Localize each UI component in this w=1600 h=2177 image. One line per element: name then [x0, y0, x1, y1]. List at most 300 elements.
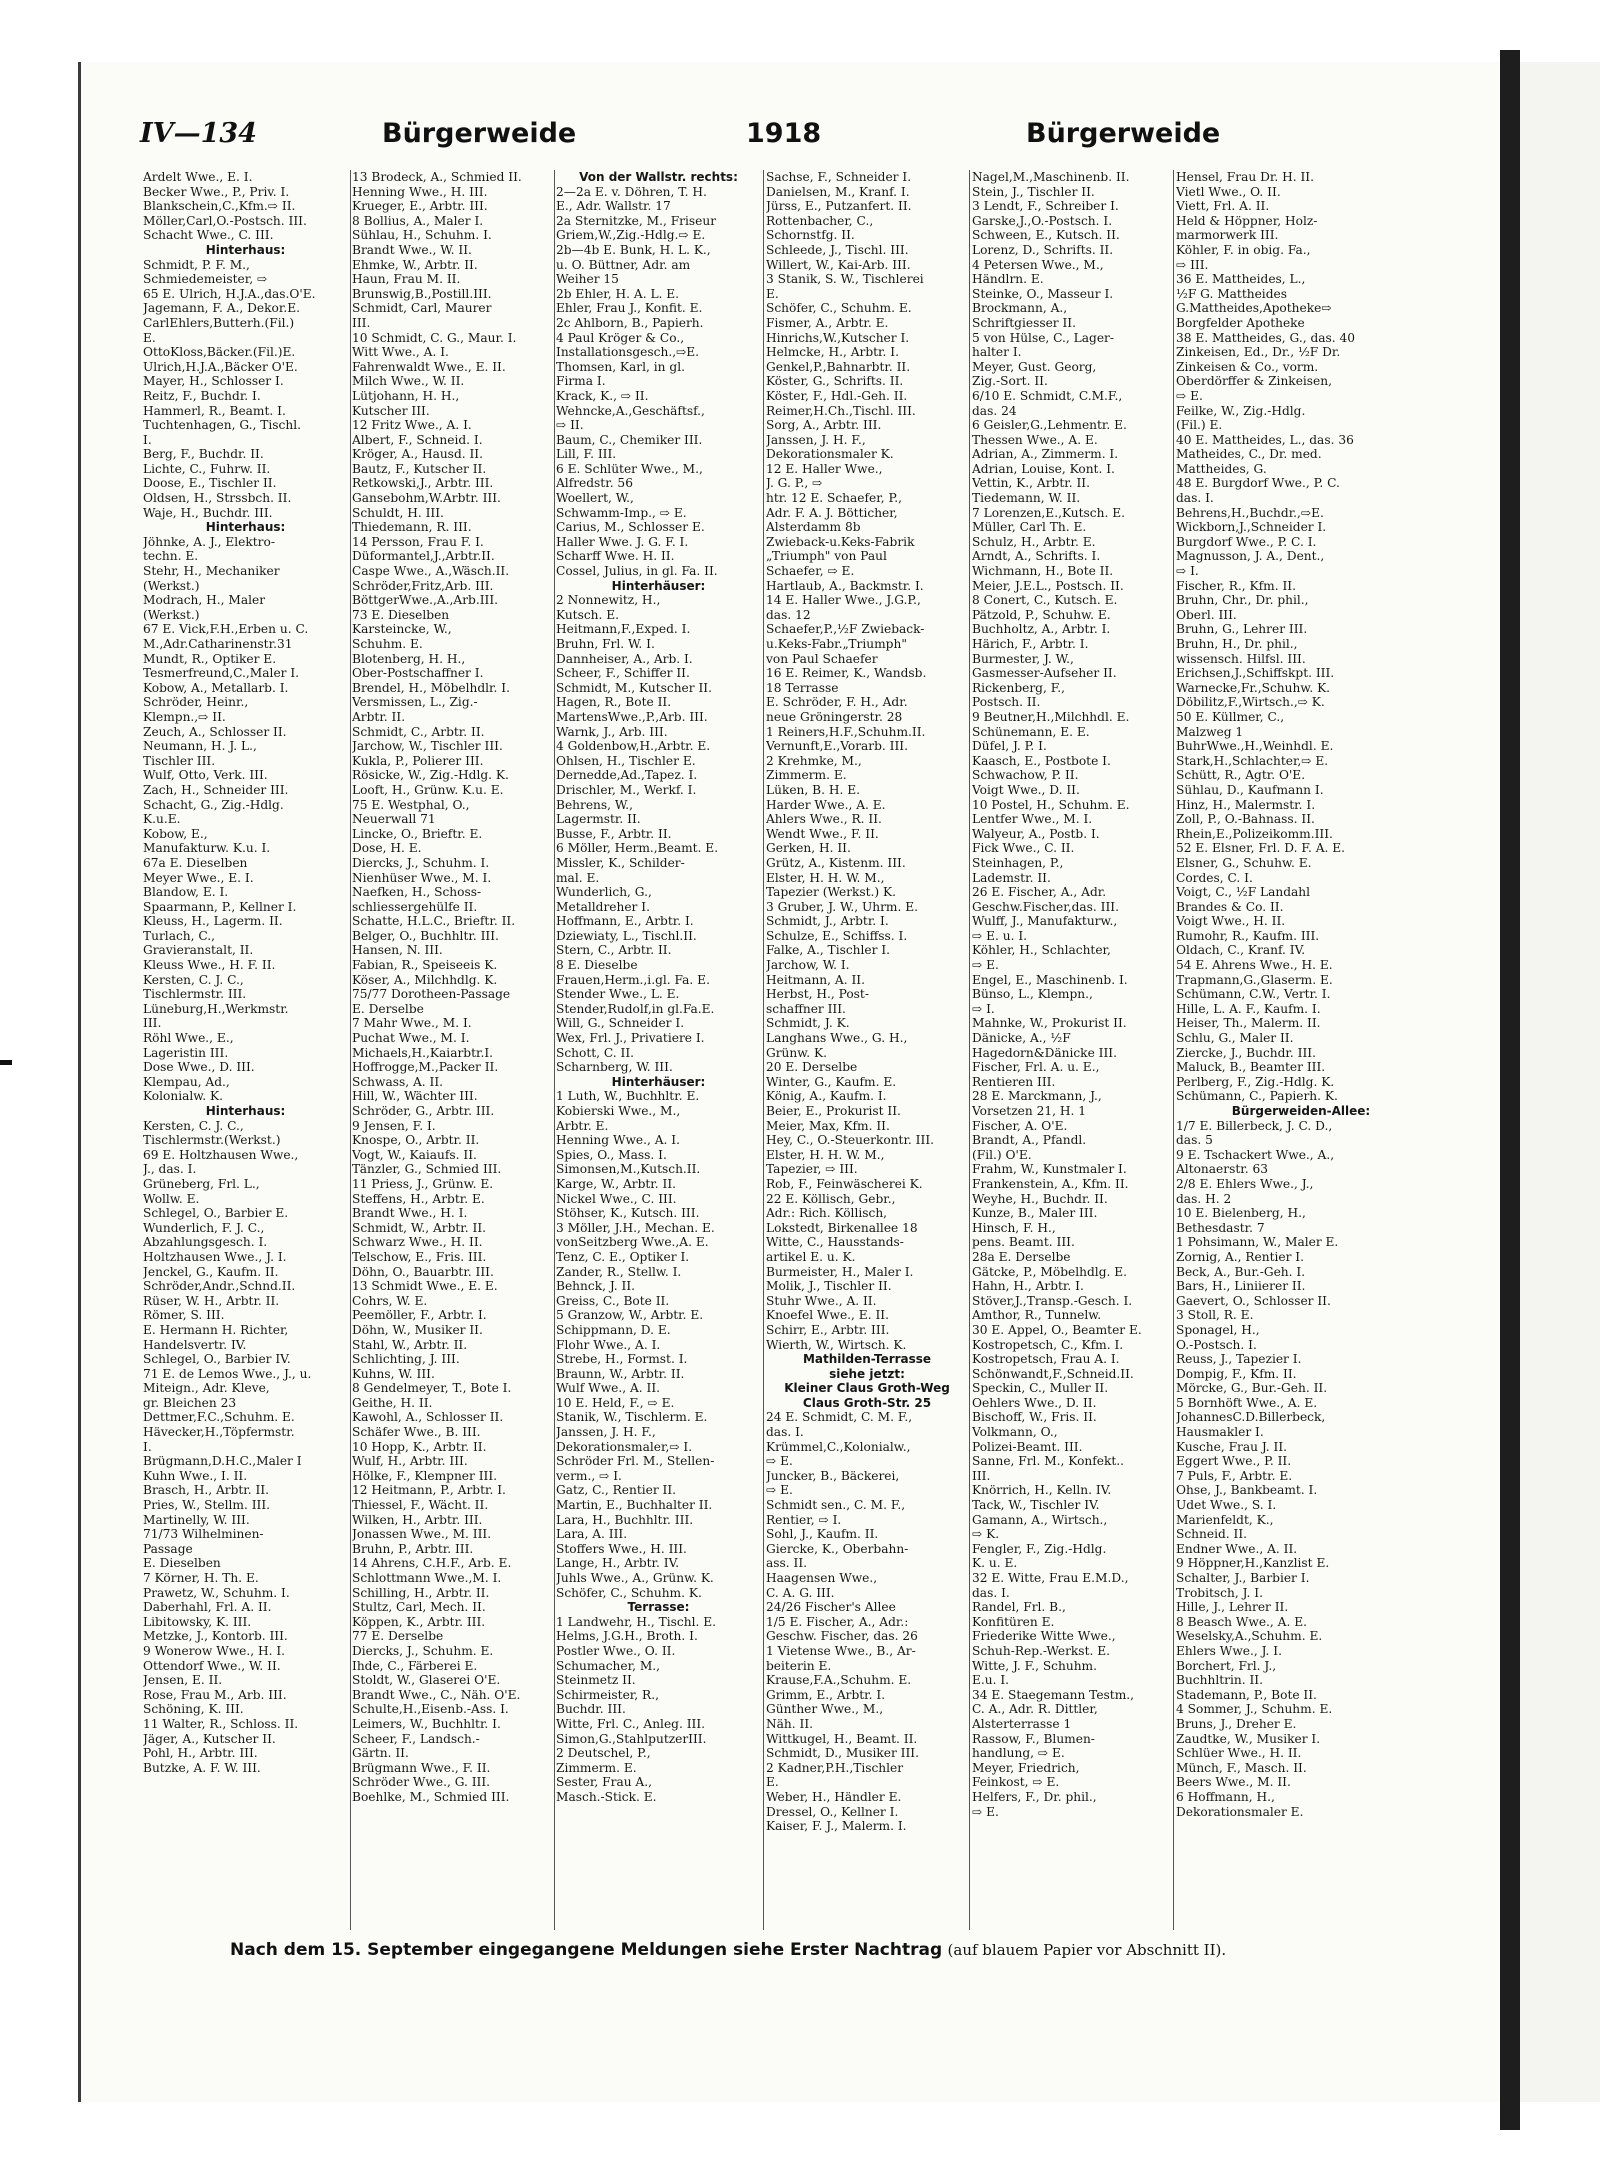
directory-entry-line: htr. 12 E. Schaefer, P., — [766, 491, 902, 506]
directory-entry-line: Will, G., Schneider I. — [556, 1016, 685, 1031]
directory-entry-line: Stöver,J.,Transp.-Gesch. I. — [972, 1293, 1133, 1308]
directory-entry-line: Heitmann, A. II. — [766, 972, 865, 987]
directory-entry-line: Herbst, H., Post- — [766, 987, 869, 1002]
directory-entry-line: Schornstfg. II. — [766, 228, 855, 243]
directory-entry-line: 9 Jensen, F. I. — [352, 1118, 436, 1133]
directory-entry-line: Zig.-Sort. II. — [972, 374, 1048, 389]
directory-entry-line: Becker Wwe., P., Priv. I. — [143, 184, 290, 199]
directory-entry-line: Wex, Frl. J., Privatiere I. — [556, 1031, 705, 1046]
directory-entry-line: Tesmerfreund,C.,Maler I. — [143, 666, 300, 681]
directory-entry-line: Missler, K., Schilder- — [556, 855, 685, 870]
directory-entry-line: Mahnke, W., Prokurist II. — [972, 1016, 1127, 1031]
directory-entry-line: Flohr Wwe., A. I. — [556, 1337, 661, 1352]
directory-entry-line: Janssen, J. H. F., — [766, 432, 866, 447]
directory-entry-line: Wilken, H., Arbtr. III. — [352, 1512, 483, 1527]
directory-entry-line: Miteign., Adr. Kleve, — [143, 1381, 270, 1396]
directory-entry-line: Sester, Frau A., — [556, 1775, 652, 1790]
directory-entry-line: Trobitsch, J. I. — [1176, 1585, 1263, 1600]
directory-entry-line: verm., ⇨ I. — [556, 1468, 622, 1483]
directory-entry-line: Jensen, E. II. — [143, 1673, 223, 1688]
directory-entry-line: ⇨ K. — [972, 1527, 1000, 1542]
directory-entry-line: Knospe, O., Arbtr. II. — [352, 1133, 480, 1148]
directory-entry-line: Tenz, C. E., Optiker I. — [556, 1249, 690, 1264]
directory-entry-line: Voigt Wwe., D. II. — [972, 782, 1080, 797]
directory-entry-line: beiterin E. — [766, 1658, 832, 1673]
directory-entry-line: Lademstr. II. — [972, 870, 1051, 885]
directory-entry-line: Wulf Wwe., A. II. — [556, 1381, 661, 1396]
directory-entry-line: 28 E. Marckmann, J., — [972, 1089, 1102, 1104]
directory-entry-line: Schmidt, D., Musiker III. — [766, 1746, 919, 1761]
directory-entry-line: 1 Landwehr, H., Tischl. E. — [556, 1614, 716, 1629]
directory-entry-line: 12 Heitmann, P., Arbtr. I. — [352, 1483, 506, 1498]
directory-entry-line: C. A. G. III. — [766, 1585, 835, 1600]
directory-entry-line: 10 Hopp, K., Arbtr. II. — [352, 1439, 487, 1454]
directory-entry-line: Kuhn Wwe., I. II. — [143, 1468, 248, 1483]
directory-entry-line: Scharff Wwe. H. II. — [556, 549, 675, 564]
directory-entry-line: Kaiser, F. J., Malerm. I. — [766, 1819, 907, 1834]
directory-entry-line: Heitmann,F.,Exped. I. — [556, 622, 691, 637]
directory-entry-line: ⇨ II. — [556, 418, 584, 433]
directory-entry-line: Schulz, H., Arbtr. E. — [972, 534, 1096, 549]
directory-entry-line: Jagemann, F. A., Dekor.E. — [143, 301, 300, 316]
directory-entry-line: Dekorationsmaler,⇨ I. — [556, 1439, 693, 1454]
directory-entry-line: das. I. — [1176, 491, 1214, 506]
directory-entry-line: Schneid. II. — [1176, 1527, 1248, 1542]
directory-entry-line: Köster, F., Hdl.-Geh. II. — [766, 388, 908, 403]
directory-entry-line: Wichmann, H., Bote II. — [972, 564, 1114, 579]
directory-entry-line: Zinkeisen, Ed., Dr., ½F Dr. — [1176, 345, 1341, 360]
directory-entry-line: Jonassen Wwe., M. III. — [352, 1527, 492, 1542]
directory-entry-line: Adrian, Louise, Kont. I. — [972, 461, 1115, 476]
directory-entry-line: 8 Bollius, A., Maler I. — [352, 213, 484, 228]
directory-entry-line: Grütz, A., Kistenm. III. — [766, 855, 906, 870]
directory-entry-line: Braunn, W., Arbtr. II. — [556, 1366, 685, 1381]
directory-entry-line: Lill, F. III. — [556, 447, 617, 462]
directory-entry-line: Sanne, Frl. M., Konfekt.. — [972, 1454, 1125, 1469]
directory-entry-line: Stehr, H., Mechaniker — [143, 564, 280, 579]
directory-entry-line: Müller, Carl Th. E. — [972, 520, 1087, 535]
directory-entry-line: Friederike Witte Wwe., — [972, 1629, 1116, 1644]
directory-entry-line: Knoefel Wwe., E. II. — [766, 1308, 889, 1323]
directory-entry-line: 67a E. Dieselben — [143, 855, 248, 870]
directory-entry-line: Hansen, N. III. — [352, 943, 443, 958]
directory-entry-line: 2b—4b E. Bunk, H. L. K., — [556, 242, 711, 257]
directory-entry-line: das. H. 2 — [1176, 1191, 1232, 1206]
directory-entry-line: 9 Wonerow Wwe., H. I. — [143, 1643, 286, 1658]
directory-entry-line: Juhls Wwe., A., Grünw. K. — [556, 1571, 714, 1585]
directory-entry-line: Schlu, G., Maler II. — [1176, 1031, 1294, 1046]
directory-entry-line: Jarchow, W., Tischler III. — [352, 739, 503, 754]
directory-entry-line: Udet Wwe., S. I. — [1176, 1498, 1277, 1513]
directory-entry-line: Bischoff, W., Fris. II. — [972, 1410, 1097, 1425]
directory-entry-line: 28a E. Derselbe — [972, 1249, 1071, 1264]
directory-entry-line: 7 Mahr Wwe., M. I. — [352, 1016, 472, 1031]
directory-entry-line: Klempn.,⇨ II. — [143, 709, 226, 724]
adjacent-page-edge — [1520, 62, 1600, 2102]
directory-entry-line: Warnk, J., Arb. III. — [556, 724, 668, 739]
directory-entry-line: Bürgerweiden-Allee: — [1231, 1104, 1371, 1118]
directory-entry-line: 10 Schmidt, C. G., Maur. I. — [352, 330, 517, 345]
directory-entry-line: Stultz, Carl, Mech. II. — [352, 1600, 486, 1615]
directory-entry-line: Fismer, A., Arbtr. E. — [766, 315, 889, 330]
directory-entry-line: 4 Sommer, J., Schuhm. E. — [1176, 1702, 1333, 1717]
directory-entry-line: Hill, W., Wächter III. — [352, 1089, 478, 1104]
directory-entry-line: Martinelly, W. III. — [143, 1512, 250, 1527]
directory-entry-line: Bruhn, P., Arbtr. III. — [352, 1541, 474, 1556]
directory-entry-line: Borchert, Frl. J., — [1176, 1658, 1277, 1673]
directory-entry-line: Meyer Wwe., E. I. — [143, 870, 254, 885]
directory-entry-line: Thiedemann, R. III. — [352, 520, 472, 535]
directory-entry-line: Thiessel, F., Wächt. II. — [352, 1498, 489, 1513]
directory-entry-line: Helmcke, H., Arbtr. I. — [766, 345, 899, 360]
directory-entry-line: Ardelt Wwe., E. I. — [143, 170, 253, 184]
directory-entry-line: J., das. I. — [143, 1162, 197, 1177]
directory-entry-line: Tapezier (Werkst.) K. — [766, 885, 897, 900]
directory-entry-line: Holtzhausen Wwe., J. I. — [143, 1249, 287, 1264]
directory-entry-line: Brügmann Wwe., F. II. — [352, 1760, 491, 1775]
directory-entry-line: 48 E. Burgdorf Wwe., P. C. — [1176, 476, 1340, 491]
directory-entry-line: artikel E. u. K. — [766, 1249, 856, 1264]
directory-entry-line: Modrach, H., Maler — [143, 593, 266, 608]
directory-entry-line: Peemöller, F., Arbtr. I. — [352, 1308, 487, 1323]
directory-entry-line: Matheides, C., Dr. med. — [1176, 447, 1322, 462]
directory-entry-line: Behnck, J. II. — [556, 1279, 636, 1294]
directory-entry-line: Stanik, W., Tischlerm. E. — [556, 1410, 708, 1425]
directory-entry-line: Doose, E., Tischler II. — [143, 476, 277, 491]
footer-note-bold: Nach dem 15. September eingegangene Meldungen siehe Erster Nachtrag — [230, 1940, 943, 1960]
directory-entry-line: Hinterhäuser: — [611, 578, 706, 593]
directory-entry-line: Griem,W.,Zig.-Hdlg.⇨ E. — [556, 228, 706, 243]
directory-entry-line: Lara, H., Buchhltr. III. — [556, 1512, 694, 1527]
directory-entry-line: Schütt, R., Agtr. O'E. — [1176, 768, 1306, 783]
directory-entry-line: Brandt, A., Pfandl. — [972, 1133, 1087, 1148]
directory-entry-line: Rhein,E.,Polizeikomm.III. — [1176, 826, 1333, 841]
directory-entry-line: Pohl, H., Arbtr. III. — [143, 1746, 258, 1761]
directory-entry-line: Schuldt, H. III. — [352, 505, 444, 520]
directory-entry-line: Fick Wwe., C. II. — [972, 841, 1075, 856]
directory-entry-line: Hinsch, F. H., — [972, 1220, 1056, 1235]
directory-entry-line: Steinhagen, P., — [972, 855, 1064, 870]
directory-entry-line: Brendel, H., Möbelhdlr. I. — [352, 680, 510, 695]
directory-entry-line: Kobow, A., Metallarb. I. — [143, 680, 289, 695]
directory-entry-line: Belger, O., Buchhltr. III. — [352, 928, 499, 943]
directory-entry-line: Heiser, Th., Malerm. II. — [1176, 1016, 1321, 1031]
directory-entry-line: Nickel Wwe., C. III. — [556, 1191, 677, 1206]
directory-entry-line: 2 Krehmke, M., — [766, 753, 862, 768]
directory-entry-line: Baum, C., Chemiker III. — [556, 432, 703, 447]
directory-entry-line: Alsterterrasse 1 — [972, 1716, 1072, 1731]
directory-entry-line: Neuerwall 71 — [352, 812, 436, 827]
directory-entry-line: 13 Schmidt Wwe., E. E. — [352, 1279, 498, 1294]
directory-entry-line: 1 Vietense Wwe., B., Ar- — [766, 1643, 916, 1658]
directory-entry-line: Köser, A., Milchhdlg. K. — [352, 972, 498, 987]
directory-entry-line: halter I. — [972, 345, 1022, 360]
directory-entry-line: Caspe Wwe., A.,Wäsch.II. — [352, 564, 510, 579]
directory-entry-line: Zeuch, A., Schlosser II. — [143, 724, 287, 739]
directory-entry-line: 4 Goldenbow,H.,Arbtr. E. — [556, 739, 711, 754]
directory-entry-line: Drischler, M., Werkf. I. — [556, 782, 697, 797]
directory-entry-line: Schünemann, E. E. — [972, 724, 1090, 739]
directory-entry-line: Stuhr Wwe., A. II. — [766, 1293, 877, 1308]
directory-entry-line: Schröder, G., Arbtr. III. — [352, 1104, 495, 1118]
directory-entry-line: Mattheides, G. — [1176, 461, 1267, 476]
directory-entry-line: Passage — [143, 1541, 193, 1556]
street-heading-right: Bürgerweide — [1026, 118, 1221, 149]
directory-entry-line: 54 E. Ahrens Wwe., H. E. — [1176, 958, 1333, 973]
directory-entry-line: Kröger, A., Hausd. II. — [352, 447, 483, 462]
directory-entry-line: Meier, J.E.L., Postsch. II. — [972, 578, 1124, 593]
directory-entry-line: Zimmerm. E. — [556, 1760, 637, 1775]
directory-entry-line: 1/5 E. Fischer, A., Adr.: — [766, 1614, 909, 1629]
directory-entry-line: 40 E. Mattheides, L., das. 36 — [1176, 432, 1354, 447]
directory-entry-line: Härich, F., Arbtr. I. — [972, 637, 1089, 651]
directory-entry-line: Scharnberg, W. III. — [556, 1060, 673, 1075]
directory-entry-line: von Paul Schaefer — [766, 651, 878, 666]
directory-entry-line: Geithe, H. II. — [352, 1395, 433, 1410]
directory-entry-line: Elsner, G., Schuhw. E. — [1176, 855, 1312, 870]
directory-entry-line: Jöhnke, A. J., Elektro- — [143, 534, 275, 549]
directory-column-1 — [143, 170, 348, 1925]
directory-entry-line: Hey, C., O.-Steuerkontr. III. — [766, 1133, 935, 1148]
directory-entry-line: Hinz, H., Malermstr. I. — [1176, 797, 1316, 812]
directory-entry-line: Lokstedt, Birkenallee 18 — [766, 1220, 918, 1235]
directory-entry-line: Kleuss, H., Lagerm. II. — [143, 914, 283, 929]
directory-entry-line: 14 E. Haller Wwe., J.G.P., — [766, 593, 921, 608]
directory-entry-line: Gansebohm,W.Arbtr. III. — [352, 491, 501, 506]
directory-entry-line: Rob, F., Feinwäscherei K. — [766, 1176, 923, 1191]
directory-entry-line: 50 E. Küllmer, C., — [1176, 709, 1285, 724]
directory-entry-line: Blandow, E. I. — [143, 885, 229, 900]
directory-entry-line: das. 12 — [766, 607, 811, 622]
directory-entry-line: Rentieren III. — [972, 1074, 1056, 1089]
directory-entry-line: Geschw. Fischer, das. 26 — [766, 1629, 918, 1644]
directory-entry-line: Gaevert, O., Schlosser II. — [1176, 1293, 1331, 1308]
directory-entry-line: Schlegel, O., Barbier IV. — [143, 1352, 291, 1367]
directory-entry-line: Schmiedemeister, ⇨ — [143, 272, 268, 287]
directory-entry-line: Scheer, F., Schiffer II. — [556, 666, 690, 681]
directory-entry-line: Kostropetsch, C., Kfm. I. — [972, 1337, 1124, 1352]
directory-entry-line: Stern, C., Arbtr. II. — [556, 943, 672, 958]
directory-entry-line: Schöning, K. III. — [143, 1702, 244, 1717]
directory-entry-line: Schlüer Wwe., H. II. — [1176, 1746, 1302, 1761]
directory-entry-line: 36 E. Mattheides, L., — [1176, 272, 1306, 287]
directory-entry-line: Schulze, E., Schiffss. I. — [766, 928, 908, 943]
directory-entry-line: M.,Adr.Catharinenstr.31 — [143, 637, 293, 651]
directory-entry-line: Brügmann,D.H.C.,Maler I — [143, 1454, 302, 1469]
directory-entry-line: Handelsvertr. IV. — [143, 1337, 247, 1352]
directory-entry-line: das. 5 — [1176, 1133, 1213, 1148]
directory-entry-line: Tapezier, ⇨ III. — [766, 1162, 858, 1177]
directory-entry-line: Manufakturw. K.u. I. — [143, 841, 271, 856]
directory-entry-line: Schwass, A. II. — [352, 1074, 444, 1089]
directory-entry-line: Viett, Frl. A. II. — [1176, 199, 1270, 214]
directory-entry-line: Pätzold, P., Schuhw. E. — [972, 607, 1111, 622]
directory-entry-line: ⇨ I. — [1176, 564, 1199, 579]
directory-entry-line: Mundt, R., Optiker E. — [143, 651, 277, 666]
directory-entry-line: Stark,H.,Schlachter,⇨ E. — [1176, 753, 1329, 768]
directory-entry-line: 14 Persson, Frau F. I. — [352, 534, 484, 549]
directory-entry-line: Krümmel,C.,Kolonialw., — [766, 1439, 911, 1454]
directory-entry-line: 3 Stanik, S. W., Tischlerei — [766, 272, 924, 287]
directory-entry-line: E. Hermann H. Richter, — [143, 1322, 289, 1337]
directory-entry-line: 6 Geisler,G.,Lehmentr. E. — [972, 418, 1127, 433]
directory-entry-line: Feinkost, ⇨ E. — [972, 1775, 1060, 1790]
directory-entry-line: Gasmesser-Aufseher II. — [972, 666, 1117, 681]
directory-entry-line: Endner Wwe., A. II. — [1176, 1541, 1298, 1556]
directory-entry-line: Köster, G., Schrifts. II. — [766, 374, 904, 389]
directory-entry-line: 65 E. Ulrich, H.J.A.,das.O'E. — [143, 286, 316, 301]
directory-entry-line: Milch Wwe., W. II. — [352, 374, 465, 389]
directory-entry-line: Stoldt, W., Glaserei O'E. — [352, 1673, 501, 1688]
directory-entry-line: Reuss, J., Tapezier I. — [1176, 1352, 1302, 1367]
directory-entry-line: Erichsen,J.,Schiffskpt. III. — [1176, 666, 1335, 681]
directory-entry-line: Adr.: Rich. Köllisch, — [766, 1206, 888, 1221]
directory-entry-line: Jenckel, G., Kaufm. II. — [143, 1264, 279, 1279]
directory-entry-line: Frauen,Herm.,i.gl. Fa. E. — [556, 972, 710, 987]
directory-entry-line: Schöfer, C., Schuhm. E. — [766, 301, 912, 316]
directory-entry-line: Kutscher III. — [352, 403, 430, 418]
directory-entry-line: Rassow, F., Blumen- — [972, 1731, 1095, 1746]
directory-entry-line: III. — [972, 1468, 991, 1483]
directory-column-5 — [972, 170, 1172, 1925]
directory-entry-line: Zwieback-u.Keks-Fabrik — [766, 534, 915, 549]
directory-entry-line: Köhler, H., Schlachter, — [972, 943, 1111, 958]
directory-entry-line: 34 E. Staegemann Testm., — [972, 1687, 1135, 1702]
directory-entry-line: Hagedorn&Dänicke III. — [972, 1045, 1117, 1060]
directory-entry-line: Zander, R., Stellw. I. — [556, 1264, 682, 1279]
directory-entry-line: Installationsgesch.,⇨E. — [556, 345, 700, 360]
directory-entry-line: Cossel, Julius, in gl. Fa. II. — [556, 564, 718, 579]
directory-entry-line: G.Mattheides,Apotheke⇨ — [1176, 301, 1332, 316]
directory-entry-line: Pries, W., Stellm. III. — [143, 1498, 271, 1513]
directory-entry-line: 7 Lorenzen,E.,Kutsch. E. — [972, 505, 1125, 520]
directory-entry-line: Buchdr. III. — [556, 1702, 626, 1717]
directory-entry-line: Gärtn. II. — [352, 1746, 409, 1761]
directory-entry-line: Metzke, J., Kontorb. III. — [143, 1629, 288, 1644]
directory-entry-line: Michaels,H.,Kaiarbtr.I. — [352, 1045, 494, 1060]
directory-entry-line: BuhrWwe.,H.,Weinhdl. E. — [1176, 739, 1334, 754]
directory-entry-line: 67 E. Vick,F.H.,Erben u. C. — [143, 622, 309, 637]
directory-entry-line: 30 E. Appel, O., Beamter E. — [972, 1322, 1142, 1337]
directory-entry-line: neue Gröningerstr. 28 — [766, 709, 903, 724]
directory-entry-line: E.u. I. — [972, 1673, 1010, 1688]
directory-entry-line: Kawohl, A., Schlosser II. — [352, 1410, 504, 1425]
directory-entry-line: Hagen, R., Bote II. — [556, 695, 672, 710]
directory-entry-line: Beier, E., Prokurist II. — [766, 1104, 901, 1118]
column-rule — [554, 170, 555, 1930]
directory-entry-line: E. — [766, 286, 779, 301]
directory-entry-line: Schaefer, ⇨ E. — [766, 564, 855, 579]
directory-entry-line: (Fil.) O'E. — [972, 1147, 1032, 1162]
footer-note — [230, 1940, 1410, 1960]
directory-entry-line: Hartlaub, A., Backmstr. I. — [766, 578, 924, 593]
directory-entry-line: E. Derselbe — [352, 1001, 424, 1016]
directory-entry-line: Reimer,H.Ch.,Tischl. III. — [766, 403, 916, 418]
directory-entry-line: Krueger, E., Arbtr. III. — [352, 199, 488, 214]
directory-entry-line: ⇨ E. — [1176, 388, 1203, 403]
directory-entry-line: Stöhser, K., Kutsch. III. — [556, 1206, 700, 1221]
directory-entry-line: Haagensen Wwe., — [766, 1571, 878, 1585]
directory-entry-line: Burgdorf Wwe., P. C. I. — [1176, 534, 1317, 549]
directory-column-2 — [352, 170, 552, 1925]
directory-entry-line: Brasch, H., Arbtr. II. — [143, 1483, 270, 1498]
directory-entry-line: ⇨ E. u. I. — [972, 928, 1028, 943]
directory-entry-line: 52 E. Elsner, Frl. D. F. A. E. — [1176, 841, 1346, 856]
directory-entry-line: Voigt Wwe., H. II. — [1176, 914, 1286, 929]
directory-entry-line: 7 Puls, F., Arbtr. E. — [1176, 1468, 1293, 1483]
directory-entry-line: Carius, M., Schlosser E. — [556, 520, 705, 535]
directory-entry-line: ⇨ E. — [766, 1454, 793, 1469]
directory-entry-line: Prawetz, W., Schuhm. I. — [143, 1585, 290, 1600]
directory-entry-line: Lincke, O., Brieftr. E. — [352, 826, 483, 841]
directory-entry-line: Schönwandt,F.,Schneid.II. — [972, 1366, 1134, 1381]
directory-entry-line: Schwamm-Imp., ⇨ E. — [556, 505, 687, 520]
directory-entry-line: Vorsetzen 21, H. 1 — [972, 1104, 1086, 1118]
directory-entry-line: Leimers, W., Buchhltr. I. — [352, 1716, 501, 1731]
directory-entry-line: Spies, O., Mass. I. — [556, 1147, 667, 1162]
directory-entry-line: 32 E. Witte, Frau E.M.D., — [972, 1571, 1129, 1585]
directory-entry-line: Schippmann, D. E. — [556, 1322, 671, 1337]
directory-entry-line: 14 Ahrens, C.H.F., Arb. E. — [352, 1556, 512, 1571]
directory-entry-line: Beck, A., Bur.-Geh. I. — [1176, 1264, 1306, 1279]
directory-entry-line: Schalter, J., Barbier I. — [1176, 1571, 1310, 1585]
directory-column-3 — [556, 170, 761, 1925]
directory-entry-line: Gätcke, P., Möbelhdlg. E. — [972, 1264, 1128, 1279]
directory-entry-line: Spaarmann, P., Kellner I. — [143, 899, 297, 914]
directory-entry-line: Oehlers Wwe., D. II. — [972, 1395, 1097, 1410]
directory-entry-line: Dannheiser, A., Arb. I. — [556, 651, 693, 666]
directory-entry-line: das. 24 — [972, 403, 1017, 418]
directory-entry-line: 2 Kadner,P.H.,Tischler — [766, 1760, 904, 1775]
directory-entry-line: Tischlermstr.(Werkst.) — [143, 1133, 281, 1148]
directory-entry-line: CarlEhlers,Butterh.(Fil.) — [143, 315, 295, 330]
directory-entry-line: Lorenz, D., Schrifts. II. — [972, 242, 1114, 257]
directory-entry-line: Woellert, W., — [556, 491, 634, 506]
directory-column-4 — [766, 170, 968, 1925]
directory-entry-line: Sponagel, H., — [1176, 1322, 1260, 1337]
column-rule — [763, 170, 764, 1930]
directory-entry-line: Thomsen, Karl, in gl. — [556, 359, 685, 374]
directory-entry-line: Ehler, Frau J., Konfit. E. — [556, 301, 703, 316]
directory-entry-line: König, A., Kaufm. I. — [766, 1089, 887, 1104]
directory-entry-line: Mörcke, G., Bur.-Geh. II. — [1176, 1381, 1328, 1396]
directory-entry-line: 71 E. de Lemos Wwe., J., u. — [143, 1366, 312, 1381]
directory-entry-line: Sohl, J., Kaufm. II. — [766, 1527, 879, 1542]
directory-entry-line: Knörrich, H., Kelln. IV. — [972, 1483, 1112, 1498]
directory-entry-line: Blotenberg, H. H., — [352, 651, 466, 666]
directory-entry-line: 4 Petersen Wwe., M., — [972, 257, 1104, 272]
directory-entry-line: Dose Wwe., D. III. — [143, 1060, 255, 1075]
directory-entry-line: Claus Groth-Str. 25 — [802, 1395, 932, 1410]
directory-entry-line: Fahrenwaldt Wwe., E. II. — [352, 359, 506, 374]
scan-edge-mark — [0, 1060, 12, 1065]
directory-entry-line: Meyer, Friedrich, — [972, 1760, 1080, 1775]
directory-entry-line: Döbilitz,F.,Wirtsch.,⇨ K. — [1176, 695, 1325, 710]
directory-entry-line: Stender Wwe., L. E. — [556, 987, 680, 1002]
directory-entry-line: 71/73 Wilhelminen- — [143, 1527, 264, 1542]
directory-entry-line: Thessen Wwe., A. E. — [972, 432, 1098, 447]
directory-entry-line: JohannesC.D.Billerbeck, — [1176, 1410, 1326, 1425]
directory-entry-line: 2 Deutschel, P., — [556, 1746, 651, 1761]
directory-entry-line: 2c Ahlborn, B., Papierh. — [556, 315, 704, 330]
column-rule — [350, 170, 351, 1930]
directory-entry-line: Schilling, H., Arbtr. II. — [352, 1585, 490, 1600]
directory-entry-line: Strebe, H., Formst. I. — [556, 1352, 688, 1367]
directory-entry-line: Randel, Frl. B., — [972, 1600, 1066, 1615]
directory-entry-line: Simon,G.,StahlputzerIII. — [556, 1731, 707, 1746]
directory-entry-line: Polizei-Beamt. III. — [972, 1439, 1083, 1454]
directory-entry-line: Hahn, H., Arbtr. I. — [972, 1279, 1084, 1294]
